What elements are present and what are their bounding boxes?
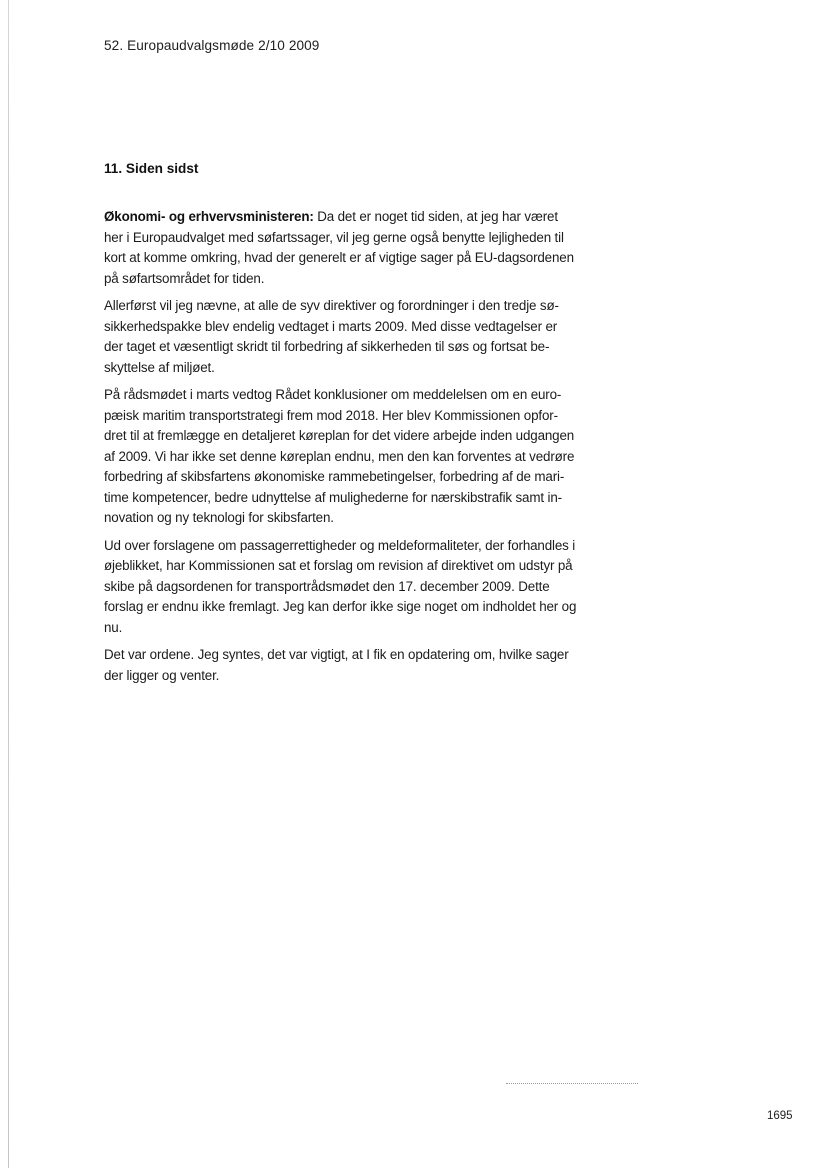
text-line: af 2009. Vi har ikke set denne køreplan endnu, men den kan forventes at vedrøre — [104, 448, 575, 464]
paragraph-5 — [104, 645, 588, 686]
text-line: på søfartsområdet for tiden. — [104, 270, 265, 286]
text-line: Det var ordene. Jeg syntes, det var vigtigt, at I fik en opdatering om, hvilke sager — [104, 647, 569, 662]
text-line: nu. — [104, 619, 123, 635]
paragraph-4 — [104, 536, 588, 639]
text-line: Ud over forslagene om passagerrettigheder og meldeformaliteter, der forhandles i — [104, 537, 576, 553]
text-line: På rådsmødet i marts vedtog Rådet konklusioner om meddelelsen om en euro- — [104, 387, 562, 402]
text-line: forbedring af skibsfartens økonomiske rammebetingelser, forbedring af de mari- — [104, 469, 565, 484]
paragraph-3 — [104, 385, 588, 529]
text-line: pæisk maritim transportstrategi frem mod 2018. Her blev Kommissionen opfor- — [104, 407, 558, 423]
footer-divider — [506, 1083, 638, 1084]
text-line: der taget et væsentligt skridt til forbedring af sikkerheden til søs og fortsat be- — [104, 339, 550, 354]
text-line: novation og ny teknologi for skibsfarten. — [104, 510, 334, 525]
scan-edge-line — [8, 0, 9, 1168]
body-text — [104, 207, 588, 693]
text-line: Allerførst vil jeg nævne, at alle de syv direktiver og forordninger i den tredje sø- — [104, 298, 559, 313]
text-line: forslag er endnu ikke fremlagt. Jeg kan derfor ikke sige noget om indholdet her og — [104, 599, 577, 614]
text-line: her i Europaudvalget med søfartssager, vil jeg gerne også benytte lejligheden til — [104, 229, 564, 245]
text-line: skibe på dagsordenen for transportrådsmødet den 17. december 2009. Dette — [104, 578, 550, 594]
text-line: skyttelse af miljøet. — [104, 359, 215, 375]
text-line: kort at komme omkring, hvad der generelt er af vigtige sager på EU-dagsordenen — [104, 250, 574, 265]
page-number: 1695 — [767, 1110, 793, 1122]
paragraph-2 — [104, 296, 588, 378]
speaker-label: Økonomi- og erhvervsministeren: — [104, 209, 314, 224]
text-line: Da det er noget tid siden, at jeg har været — [313, 209, 558, 224]
paragraph-1 — [104, 207, 588, 289]
text-line: der ligger og venter. — [104, 667, 220, 683]
text-line: øjeblikket, har Kommissionen sat et forslag om revision af direktivet om udstyr på — [104, 558, 573, 573]
section-heading: 11. Siden sidst — [104, 161, 199, 176]
text-line: dret til at fremlægge en detaljeret køreplan for det videre arbejde inden udgangen — [104, 428, 575, 443]
text-line: time kompetencer, bedre udnyttelse af mulighederne for nærskibstrafik samt in- — [104, 489, 562, 505]
running-header: 52. Europaudvalgsmøde 2/10 2009 — [104, 38, 320, 53]
text-line: sikkerhedspakke blev endelig vedtaget i marts 2009. Med disse vedtagelser er — [104, 318, 558, 334]
